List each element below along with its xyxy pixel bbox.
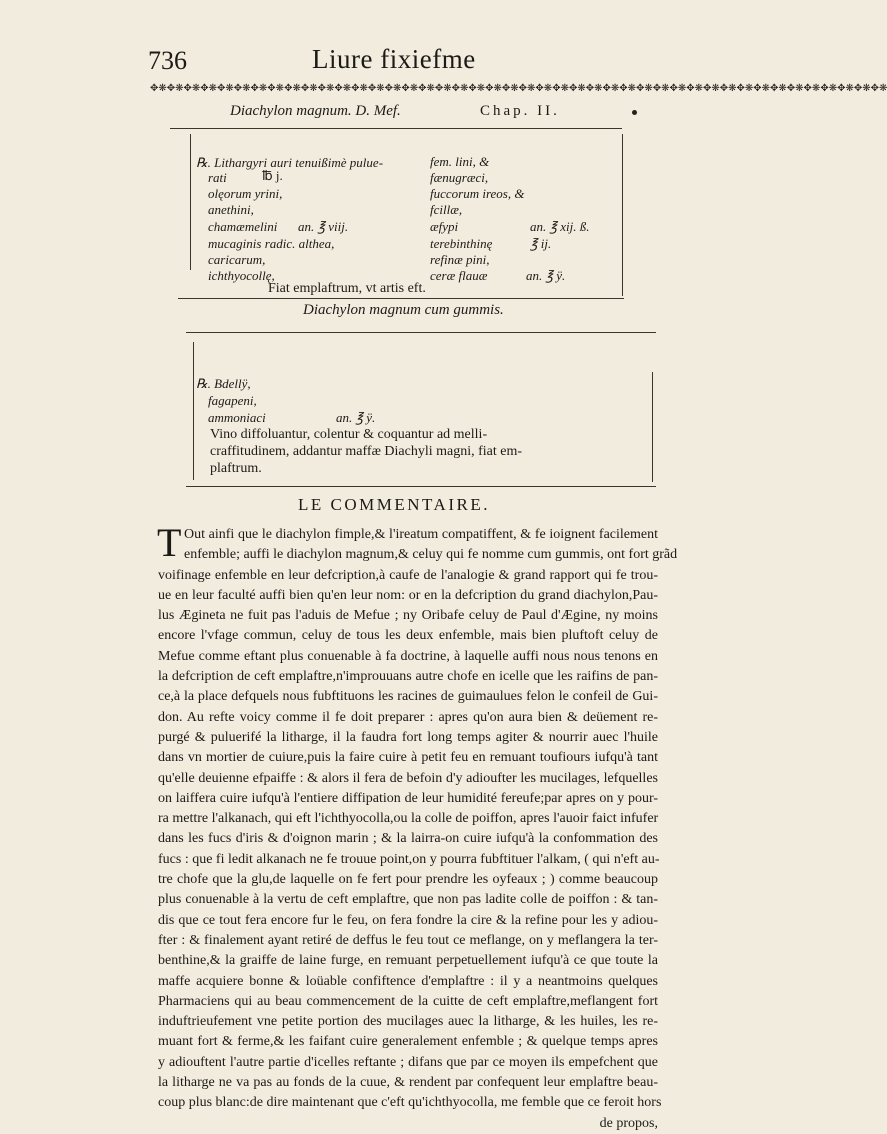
recipe1-ingredient: ichthyocollę, xyxy=(208,268,275,283)
text-line: encore l'vfage commun, celuy de tous les deux enfemble, mais bien pluftoft celuy de xyxy=(158,628,658,644)
text-line: plus conuenable à la vertu de ceft emplaftre, que non pas ladite colle de poiffon : & tan- xyxy=(158,892,658,908)
text-line: coup plus blanc:de dire maintenant que c'eft qu'ichthyocolla, me femble que ce feroit hors xyxy=(158,1095,662,1111)
recipe2-line: plaftrum. xyxy=(210,461,262,476)
text-line: Out ainfi que le diachylon fimple,& l'ireatum compatiffent, & fe ioignent facilement xyxy=(184,527,658,542)
text-line: on laiffera cuire iufqu'à l'entiere diffipation de leur humidité fereufe;par apres on y pour- xyxy=(158,790,658,806)
text-line: voifinage enfemble en leur defcription,à caufe de l'analogie & grand rapport qui fe trou- xyxy=(158,567,658,583)
recipe1-qty: ℥ ij. xyxy=(530,236,552,251)
recipe2-left-rule xyxy=(193,342,194,480)
recipe1-title: Diachylon magnum. D. Mef. xyxy=(230,103,401,119)
page-number: 736 xyxy=(148,46,187,75)
recipe1-ingredient: caricarum, xyxy=(208,252,266,267)
text-line: Mefue comme eftant plus conuenable à fa doctrine, à laquelle auffi nous nous tenons en xyxy=(158,648,658,664)
commentary-title: LE COMMENTAIRE. xyxy=(298,495,490,514)
text-line: qu'elle deuienne efpaiffe : & alors il fera de befoin d'y adioufter les mucilages, lefquelles xyxy=(158,770,658,786)
text-line: la litharge ne va pas au fonds de la cuue, & rendent par confequent leur emplaftre beau- xyxy=(158,1075,658,1091)
text-line: Pharmaciens qui au beau commencement de la cuitte de ceft emplaftre,meflangent fort xyxy=(158,993,658,1009)
text-line: dans les fucs d'iris & d'oignon marin ; & la lairra-on cuire iufqu'à la confommation des xyxy=(158,831,658,847)
recipe1-bottom-rule xyxy=(178,298,624,299)
recipe2-bottom-rule xyxy=(186,486,656,487)
text-line: ue en leur faculté auffi bien qu'en leur nom: or en la defcription du grand diachylon,Pau- xyxy=(158,587,658,603)
bullet-mark xyxy=(632,110,637,115)
text-line: fter : & finalement ayant retiré de deffus le feu tout ce meflange, on y meflangera la ter- xyxy=(158,932,658,948)
commentary-body xyxy=(157,520,678,1134)
drop-cap: T xyxy=(157,520,182,565)
text-line: don. Au refte voicy comme il fe doit preparer : apres qu'on aura bien & deüement re- xyxy=(158,709,658,725)
recipe2-title: Diachylon magnum cum gummis. xyxy=(303,302,504,318)
text-line: de propos, xyxy=(599,1115,658,1131)
recipe1-right-rule xyxy=(622,134,623,296)
recipe1-ingredient-right: fænugræci, xyxy=(430,170,489,185)
recipe1-qty: an. ℥ viij. xyxy=(298,219,349,234)
recipe2-top-rule xyxy=(186,332,656,333)
text-line: tre chofe que la glu,de laquelle on fe fert pour prendre les oyfeaux ; ) comme beaucoup xyxy=(158,872,658,888)
recipe1-ingredient-right: fuccorum ireos, & xyxy=(430,186,525,201)
recipe2-ingredient: fagapeni, xyxy=(208,393,257,408)
recipe2-ingredient: ammoniaci xyxy=(208,410,266,425)
recipe2-ingredient: ℞. Bdellÿ, xyxy=(196,376,251,391)
recipe1-qty: an. ℥ xij. ß. xyxy=(530,219,590,234)
recipe1-left-rule xyxy=(190,134,191,270)
text-line: dis que ce tout fera encore fur le feu, on fera fondre la cire & la refine pour les y adiou- xyxy=(158,912,658,928)
running-title: Liure fixiefme xyxy=(312,44,476,74)
text-line: fucs : que fi ledit alkanach ne fe trouue point,on y pourra fubftituer l'alkam, ( qui n'eft au- xyxy=(158,851,660,867)
recipe1-ingredient: mucaginis radic. althea, xyxy=(208,236,335,251)
recipe1-ingredient-right: ceræ flauæ xyxy=(430,268,488,283)
recipe1-ingredient-right: æfypi xyxy=(430,219,459,234)
recipe1-ingredient-right: refinæ pini, xyxy=(430,252,490,267)
ornament-band: ✥❋✥❋✥❋✥❋✥❋✥❋✥❋✥❋✥❋✥❋✥❋✥❋✥❋✥❋✥❋✥❋✥❋✥❋✥❋✥❋✥❋✥❋✥❋✥❋✥❋✥❋✥❋✥❋✥❋✥❋✥❋✥❋✥❋✥❋✥❋✥❋✥❋✥❋✥❋✥❋✥❋✥❋✥❋✥❋ xyxy=(150,83,887,94)
text-line: muant fort & ferme,& les faifant cuire generalement enfemble ; & quelque temps apres xyxy=(158,1034,658,1050)
text-line: benthine,& la graiffe de laine furge, en remuant perpetuellement iufqu'à ce que toute la xyxy=(158,953,658,969)
recipe1-ingredient: olęorum yrini, xyxy=(208,186,283,201)
recipe1-qty: ℔ j. xyxy=(262,168,283,183)
text-line: induftrieufement vne petite portion des mucilages auec la litharge, & les huiles, les re- xyxy=(158,1014,658,1030)
recipe1-ingredient: chamæmelini xyxy=(208,219,278,234)
recipe1-ingredient: ℞. Lithargyri auri tenuißimè pulue- xyxy=(196,155,384,170)
text-line: ce,à la place defquels nous fubftituons les racines de guimaulues felon le confeil de Gui- xyxy=(158,689,658,705)
recipe1-instruction: Fiat emplaftrum, vt artis eft. xyxy=(268,281,426,296)
text-line: y adiouftent l'autre partie d'icelles reftante ; difans que par ce moyen ils empefchent que xyxy=(158,1054,658,1070)
recipe2-qty: an. ℥ ÿ. xyxy=(336,410,376,425)
recipe1-ingredient: anethini, xyxy=(208,202,254,217)
text-line: purgé & puluerifé la litharge, il la faudra fort long temps agiter & nourrir auec l'huile xyxy=(158,729,658,745)
recipe2-line: Vino diffoluantur, colentur & coquantur ad melli- xyxy=(210,427,488,442)
recipe1-top-rule xyxy=(170,128,622,129)
recipe2-line: craffitudinem, addantur maffæ Diachyli magni, fiat em- xyxy=(210,444,523,459)
text-line: la defcription de ceft emplaftre,n'improuuans autre chofe en icelle que les raifins de pan- xyxy=(158,669,658,685)
recipe1-ingredient-right: terebinthinę xyxy=(430,236,493,251)
text-line: lus Ægineta ne fuit pas l'aduis de Mefue ; ny Oribafe celuy de Paul d'Ægine, ny moins xyxy=(158,608,658,624)
recipe1-qty: an. ℥ ÿ. xyxy=(526,268,566,283)
text-line: dans vn mortier de cuiure,puis la faire cuire à petit feu en remuant toufiours iufqu'à tant xyxy=(158,750,658,766)
text-line: maffe acquiere bonne & loüable confiftence d'emplaftre : il y a neantmoins quelques xyxy=(158,973,658,989)
recipe1-ingredient: rati xyxy=(208,170,227,185)
chapter-label: Chap. II. xyxy=(480,103,560,119)
text-line: ra mettre l'alkanach, qui eft l'ichthyocolla,ou la colle de poiffon, apres l'auoir faict infufer xyxy=(158,811,659,827)
recipe1-ingredient-right: fem. lini, & xyxy=(430,154,490,169)
text-line: enfemble; auffi le diachylon magnum,& celuy qui fe nomme cum gummis, ont fort grãd xyxy=(184,547,678,563)
recipe1-ingredient-right: fcillæ, xyxy=(430,202,463,217)
recipe2-right-rule xyxy=(652,372,653,482)
